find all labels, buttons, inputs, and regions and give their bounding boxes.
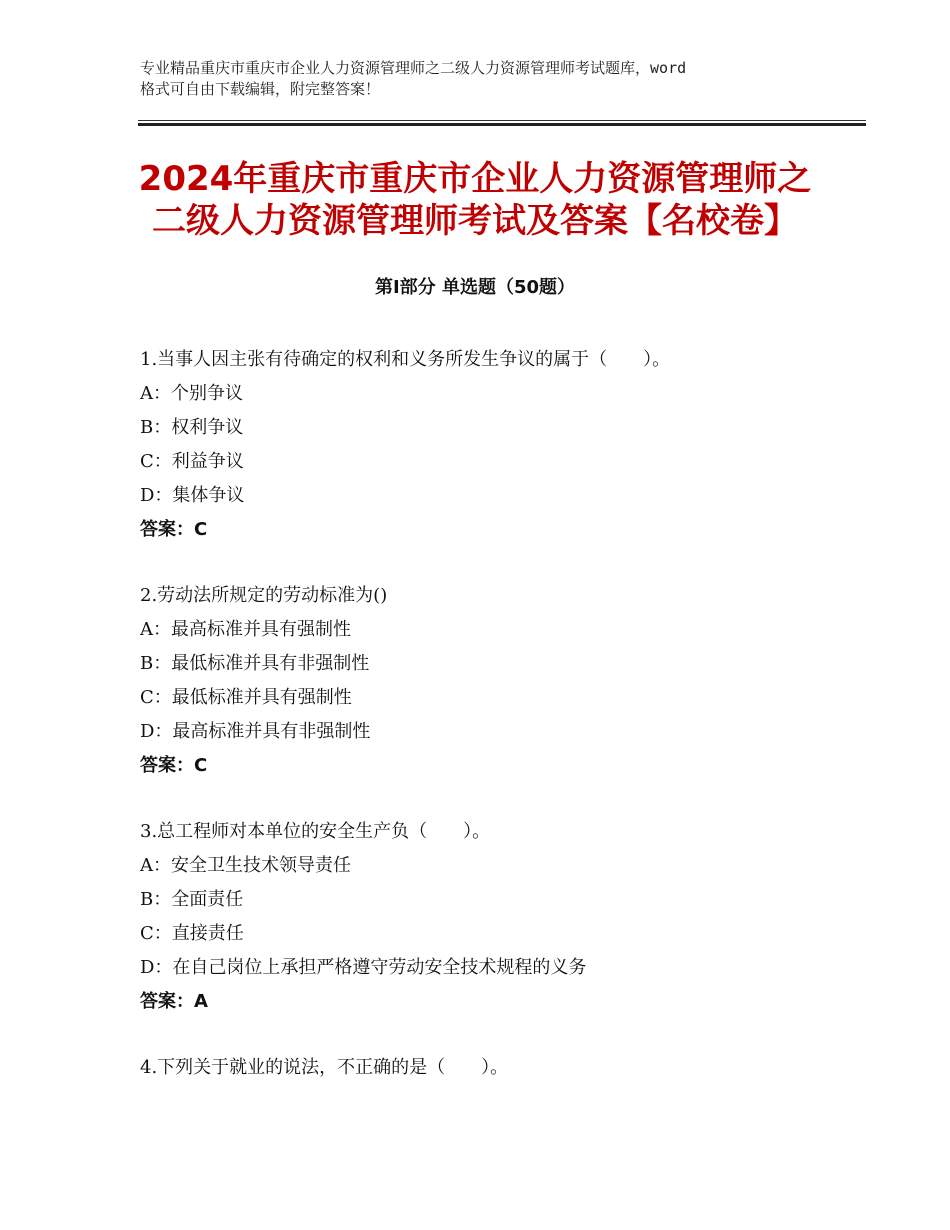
answer: 答案：C (140, 519, 208, 540)
option-c: C：直接责任 (140, 923, 244, 944)
option-d: D：最高标准并具有非强制性 (140, 721, 371, 742)
option-a: A：个别争议 (140, 383, 243, 404)
document-title-line-1: 2024年重庆市重庆市企业人力资源管理师之 (138, 159, 812, 199)
option-b: B：权利争议 (140, 417, 244, 438)
option-a: A：安全卫生技术领导责任 (140, 855, 351, 876)
header-note-line-2: 格式可自由下载编辑，附完整答案！ (140, 80, 381, 98)
option-c: C：最低标准并具有强制性 (140, 687, 352, 708)
document-title-line-2: 二级人力资源管理师考试及答案【名校卷】 (152, 201, 798, 241)
question-2 (140, 579, 840, 783)
document-title (60, 158, 890, 242)
option-a: A：最高标准并具有强制性 (140, 619, 351, 640)
question-4 (140, 1051, 840, 1085)
question-stem: 4.下列关于就业的说法，不正确的是（ ）。 (140, 1057, 509, 1078)
section-heading: 第Ⅰ部分 单选题（50题） (374, 277, 575, 298)
answer: 答案：A (140, 991, 208, 1012)
header-rule-thick (138, 123, 866, 126)
option-d: D：在自己岗位上承担严格遵守劳动安全技术规程的义务 (140, 957, 587, 978)
question-stem: 1.当事人因主张有待确定的权利和义务所发生争议的属于（ ）。 (140, 349, 671, 370)
question-stem: 2.劳动法所规定的劳动标准为() (140, 585, 388, 606)
header-note (140, 58, 840, 100)
header-rule-thin (138, 120, 866, 121)
option-d: D：集体争议 (140, 485, 245, 506)
question-list (140, 343, 840, 1117)
answer: 答案：C (140, 755, 208, 776)
question-stem: 3.总工程师对本单位的安全生产负（ ）。 (140, 821, 491, 842)
question-3 (140, 815, 840, 1019)
option-b: B：全面责任 (140, 889, 244, 910)
question-1 (140, 343, 840, 547)
header-note-line-1: 专业精品重庆市重庆市企业人力资源管理师之二级人力资源管理师考试题库，word (140, 59, 687, 77)
option-b: B：最低标准并具有非强制性 (140, 653, 370, 674)
option-c: C：利益争议 (140, 451, 244, 472)
